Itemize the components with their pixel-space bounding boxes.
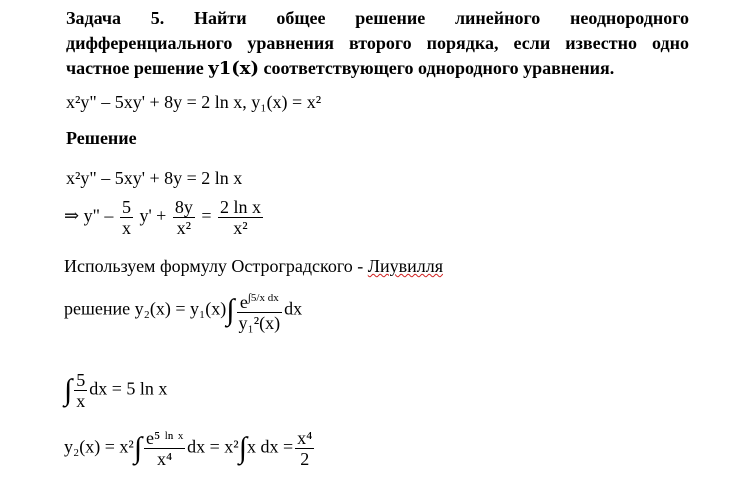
integral-step bbox=[64, 370, 167, 411]
exp-power: ∫5/x dx bbox=[247, 292, 279, 304]
final-mid-2: x dx = bbox=[246, 436, 294, 457]
step-2-prefix: ⇒ y" – bbox=[64, 205, 114, 226]
task-line-1: Задача 5. Найти общее решение линейного неоднородного bbox=[66, 8, 689, 28]
task-line-3-post: соответствующего однородного уравнения. bbox=[259, 58, 615, 78]
task-line-3-pre: частное решение bbox=[66, 58, 209, 78]
fraction-8y-over-x2 bbox=[173, 197, 195, 238]
fraction-denominator: x⁴ bbox=[144, 448, 185, 469]
fraction-5-over-x bbox=[120, 197, 133, 238]
fraction-numerator: 8y bbox=[174, 197, 193, 217]
formula-text bbox=[64, 256, 443, 277]
fraction-5-over-x bbox=[74, 370, 87, 411]
dx-label: dx bbox=[284, 298, 303, 319]
liouville-fraction bbox=[237, 288, 283, 333]
fraction-denominator: x bbox=[121, 218, 131, 238]
step-2-mid: y' + bbox=[139, 205, 167, 226]
task-line-3 bbox=[66, 56, 689, 81]
fraction-numerator: 2 ln x bbox=[220, 197, 262, 217]
solution-heading: Решение bbox=[66, 128, 137, 148]
fraction-numerator: e⁵ ˡⁿ ˣ bbox=[146, 428, 184, 448]
y1-symbol: y1(x) bbox=[208, 58, 260, 79]
integral-sign: ∫ bbox=[226, 293, 235, 327]
fraction-denominator: x² bbox=[218, 217, 263, 238]
task-statement bbox=[66, 6, 689, 81]
fraction-denominator: x² bbox=[173, 217, 195, 238]
solution-lhs: y₂(x) = y₁(x) bbox=[134, 298, 227, 319]
equals-sign: = bbox=[201, 205, 212, 226]
fraction-denominator: 2 bbox=[295, 448, 314, 469]
integral-sign-2: ∫ bbox=[238, 431, 247, 465]
fraction-numerator: 5 bbox=[76, 370, 86, 390]
step-1-equation: x²y" – 5xy' + 8y = 2 ln x bbox=[66, 168, 243, 188]
fraction-numerator: 5 bbox=[121, 197, 131, 217]
integral-sign: ∫ bbox=[133, 431, 143, 465]
fraction-numerator bbox=[237, 288, 283, 312]
solution-formula bbox=[64, 288, 302, 333]
exp-base: e bbox=[239, 292, 248, 312]
step-2-equation bbox=[64, 197, 265, 238]
formula-text-pre: Используем формулу Остроградского - bbox=[64, 256, 368, 276]
fraction-numerator: x⁴ bbox=[297, 428, 313, 448]
integral-step-rhs: dx = 5 ln x bbox=[89, 378, 168, 399]
given-equation: x²y" – 5xy' + 8y = 2 ln x, y₁(x) = x² bbox=[66, 92, 322, 112]
task-line-2: дифференциального уравнения второго порядка, если известно одно bbox=[66, 33, 689, 53]
liouville-name: Лиувилля bbox=[367, 256, 443, 276]
fraction-denominator: y₁²(x) bbox=[238, 313, 281, 333]
fraction-denominator: x bbox=[76, 391, 86, 411]
result-fraction bbox=[295, 428, 314, 469]
solution-label: решение bbox=[64, 298, 131, 319]
final-mid: dx = x² bbox=[187, 436, 239, 457]
final-fraction bbox=[144, 428, 185, 469]
final-lhs: y₂(x) = x² bbox=[64, 436, 134, 457]
fraction-2lnx-over-x2 bbox=[218, 197, 263, 238]
integral-sign: ∫ bbox=[64, 373, 73, 407]
final-step bbox=[64, 428, 316, 469]
